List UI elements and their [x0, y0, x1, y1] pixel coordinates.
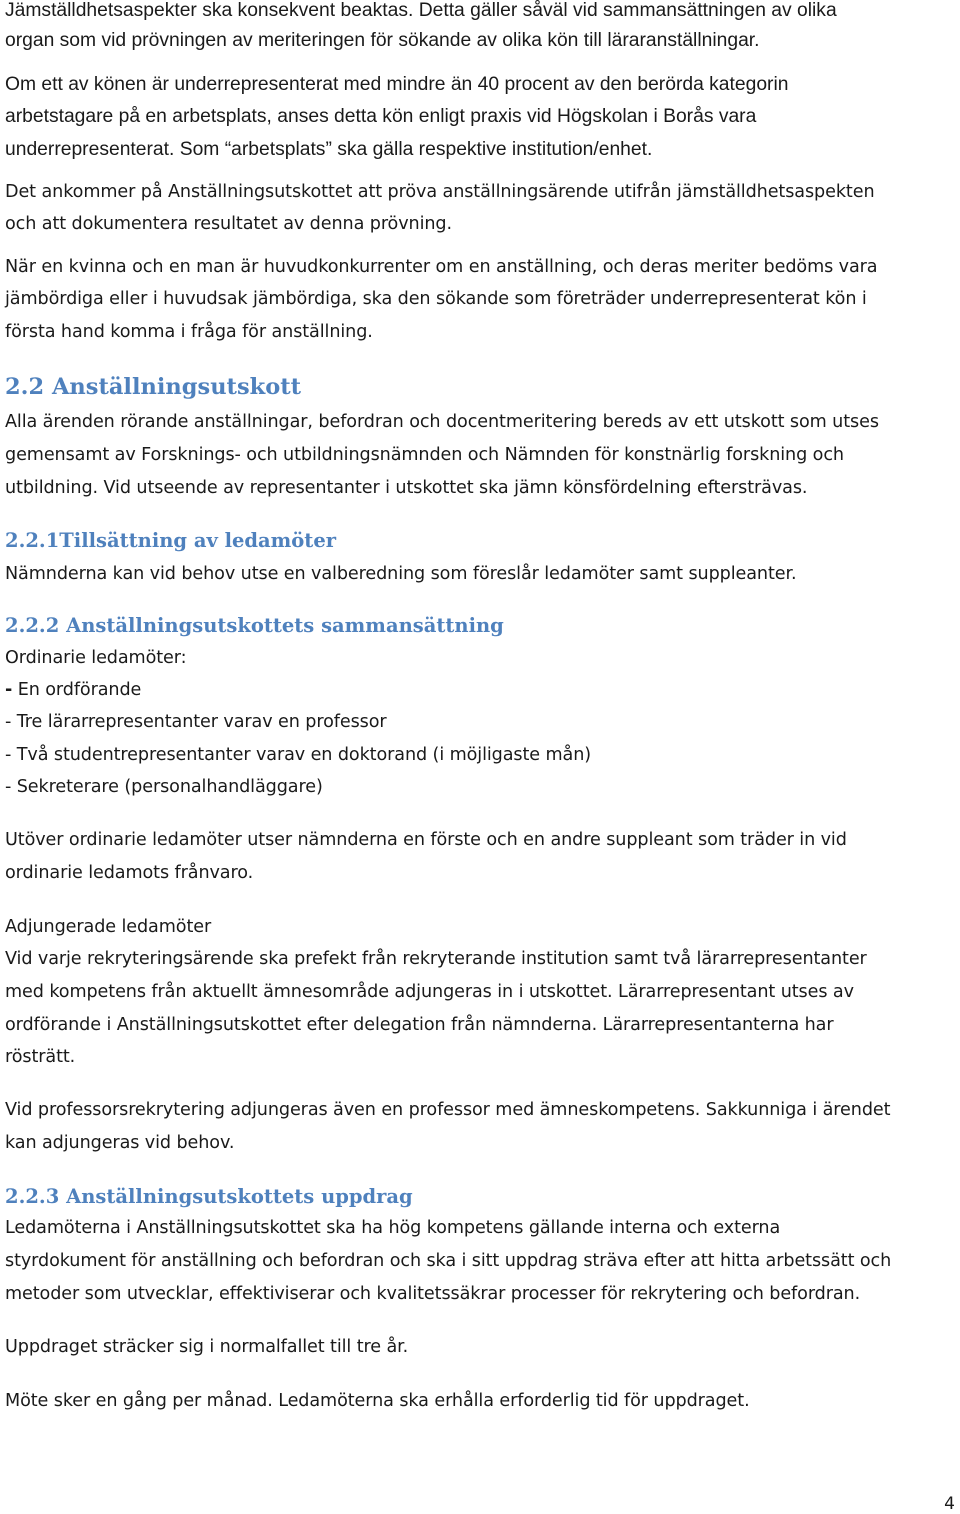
list-item-text: En ordförande — [17, 680, 142, 700]
list-item: - Två studentrepresentanter varav en doktorand (i möjligaste mån) — [5, 745, 592, 765]
paragraph-line: Möte sker en gång per månad. Ledamöterna ska erhålla erforderlig tid för uppdraget. — [5, 1391, 750, 1411]
paragraph-line: utbildning. Vid utseende av representanter i utskottet ska jämn könsfördelning eftersträvas. — [5, 478, 808, 498]
paragraph-line: första hand komma i fråga för anställning. — [5, 322, 373, 342]
paragraph-line: organ som vid prövningen av meriteringen för sökande av olika kön till läraranställningar. — [5, 30, 760, 51]
members-heading: Ordinarie ledamöter: — [5, 648, 187, 668]
paragraph-line: När en kvinna och en man är huvudkonkurrenter om en anställning, och deras meriter bedöms vara — [5, 257, 878, 277]
paragraph-line: underrepresenterat. Som “arbetsplats” ska gälla respektive institution/enhet. — [5, 139, 653, 160]
list-dash: - — [5, 680, 13, 700]
paragraph-line: Det ankommer på Anställningsutskottet att pröva anställningsärende utifrån jämställdhetsaspekten — [5, 182, 875, 202]
paragraph-line: Nämnderna kan vid behov utse en valberedning som föreslår ledamöter samt suppleanter. — [5, 564, 797, 584]
list-item: - Sekreterare (personalhandläggare) — [5, 777, 323, 797]
paragraph-line: ordförande i Anställningsutskottet efter delegation från nämnderna. Lärarrepresentanterna har — [5, 1015, 834, 1035]
paragraph-line: gemensamt av Forsknings- och utbildningsnämnden och Nämnden för konstnärlig forskning och — [5, 445, 844, 465]
list-item — [5, 677, 141, 703]
paragraph-line: rösträtt. — [5, 1047, 76, 1067]
paragraph-line: ordinarie ledamots frånvaro. — [5, 863, 254, 883]
page-number: 4 — [944, 1494, 955, 1514]
paragraph-line: Ledamöterna i Anställningsutskottet ska ha hög kompetens gällande interna och externa — [5, 1218, 781, 1238]
paragraph-line: jämbördiga eller i huvudsak jämbördiga, ska den sökande som företräder underrepresenterat kön i — [5, 289, 867, 309]
paragraph-line: metoder som utvecklar, effektiviserar och kvalitetssäkrar processer för rekrytering och befordran. — [5, 1284, 861, 1304]
paragraph-line: Om ett av könen är underrepresenterat med mindre än 40 procent av den berörda kategorin — [5, 74, 789, 95]
paragraph-line: arbetstagare på en arbetsplats, anses detta kön enligt praxis vid Högskolan i Borås vara — [5, 106, 757, 127]
paragraph-line: Vid professorsrekrytering adjungeras även en professor med ämneskompetens. Sakkunniga i ärendet — [5, 1100, 891, 1120]
paragraph-line: Utöver ordinarie ledamöter utser nämnderna en förste och en andre suppleant som träder in vid — [5, 830, 847, 850]
section-heading: 2.2 Anställningsutskott — [5, 374, 301, 400]
paragraph-line: styrdokument för anställning och befordran och ska i sitt uppdrag sträva efter att hitta arbetssätt och — [5, 1251, 892, 1271]
subsection-heading: 2.2.3 Anställningsutskottets uppdrag — [5, 1185, 413, 1208]
paragraph-line: med kompetens från aktuellt ämnesområde adjungeras in i utskottet. Lärarrepresentant utses av — [5, 982, 854, 1002]
paragraph-line: Vid varje rekryteringsärende ska prefekt från rekryterande institution samt två lärarrepresentanter — [5, 949, 867, 969]
subsection-heading: 2.2.2 Anställningsutskottets sammansättning — [5, 614, 504, 637]
adjunct-heading: Adjungerade ledamöter — [5, 917, 212, 937]
subsection-heading: 2.2.1Tillsättning av ledamöter — [5, 529, 336, 552]
paragraph-line: Uppdraget sträcker sig i normalfallet till tre år. — [5, 1337, 409, 1357]
paragraph-line: och att dokumentera resultatet av denna prövning. — [5, 214, 452, 234]
paragraph-line: Jämställdhetsaspekter ska konsekvent beaktas. Detta gäller såväl vid sammansättningen av olika — [5, 0, 837, 21]
list-item: - Tre lärarrepresentanter varav en professor — [5, 712, 387, 732]
paragraph-line: Alla ärenden rörande anställningar, befordran och docentmeritering bereds av ett utskott som utses — [5, 412, 879, 432]
paragraph-line: kan adjungeras vid behov. — [5, 1133, 235, 1153]
